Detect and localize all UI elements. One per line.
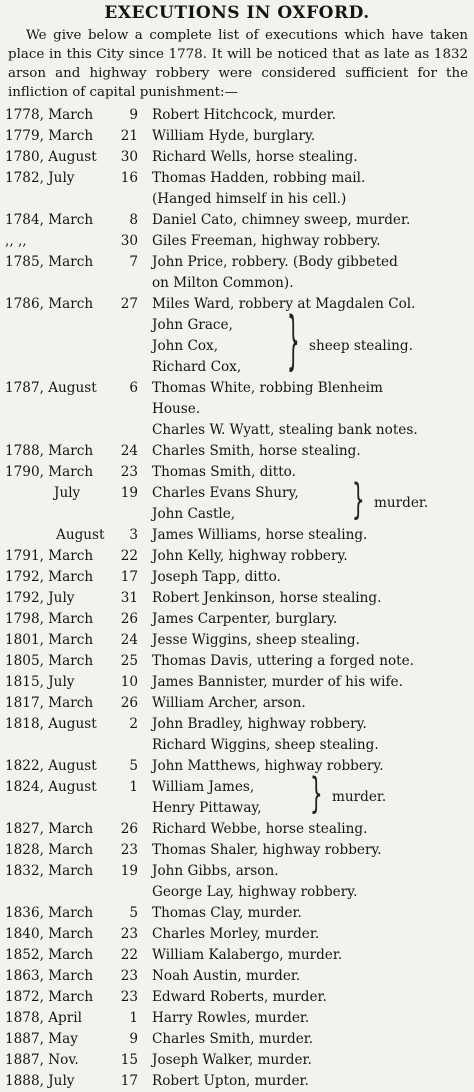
execution-date: 1786, March [5, 296, 94, 312]
execution-day: 5 [129, 905, 138, 921]
execution-entry: George Lay, highway robbery. [152, 884, 358, 900]
list-item [0, 1050, 474, 1071]
execution-entry: James Williams, horse stealing. [152, 527, 368, 543]
list-item [0, 840, 474, 861]
execution-entry: Thomas Hadden, robbing mail. [152, 170, 366, 186]
execution-date: 1822, August [5, 758, 97, 774]
execution-day: 23 [120, 464, 138, 480]
execution-date: 1878, April [5, 1010, 82, 1026]
execution-entry: Charles Morley, murder. [152, 926, 320, 942]
execution-entry: William James, [152, 779, 255, 795]
execution-day: 2 [129, 716, 138, 732]
execution-day: 17 [120, 569, 138, 585]
execution-day: 23 [120, 989, 138, 1005]
execution-entry: Robert Upton, murder. [152, 1073, 309, 1089]
execution-day: 19 [120, 863, 138, 879]
execution-date: 1805, March [5, 653, 94, 669]
group-brace: } [310, 771, 323, 819]
execution-entry: Joseph Tapp, ditto. [152, 569, 281, 585]
group-brace: } [352, 477, 365, 525]
execution-date: 1785, March [5, 254, 94, 270]
execution-date: 1801, March [5, 632, 94, 648]
execution-date: 1836, March [5, 905, 94, 921]
list-item [0, 861, 474, 882]
execution-date: 1778, March [5, 107, 94, 123]
article-intro: We give below a complete list of executions which have taken place in this City since 1778. It will be noticed that as late as 1832 arson and highway robbery were considered sufficient for the infliction of capital punishment:— [8, 28, 468, 100]
execution-day: 30 [120, 233, 138, 249]
execution-date: 1852, March [5, 947, 94, 963]
execution-entry: Edward Roberts, murder. [152, 989, 327, 1005]
execution-date: 1787, August [5, 380, 97, 396]
execution-entry: Thomas Smith, ditto. [152, 464, 296, 480]
execution-day: 25 [120, 653, 138, 669]
group-crime-label: sheep stealing. [309, 337, 413, 354]
execution-entry: Thomas White, robbing Blenheim [152, 380, 383, 396]
execution-date: 1782, July [5, 170, 75, 186]
execution-entry: James Carpenter, burglary. [152, 611, 338, 627]
execution-day: 24 [120, 632, 138, 648]
list-item [0, 609, 474, 630]
execution-entry: Henry Pittaway, [152, 800, 262, 816]
list-item [0, 924, 474, 945]
list-item [0, 1008, 474, 1029]
execution-date: 1791, March [5, 548, 94, 564]
list-item [0, 1029, 474, 1050]
execution-entry: Thomas Davis, uttering a forged note. [152, 653, 414, 669]
list-item [0, 630, 474, 651]
list-item [0, 525, 474, 546]
execution-entry: James Bannister, murder of his wife. [152, 674, 403, 690]
execution-day: 1 [129, 1010, 138, 1026]
execution-day: 23 [120, 968, 138, 984]
list-item [0, 651, 474, 672]
execution-entry: William Archer, arson. [152, 695, 306, 711]
execution-entry: John Castle, [152, 506, 236, 522]
execution-entry: John Gibbs, arson. [152, 863, 279, 879]
execution-date: 1887, Nov. [5, 1052, 79, 1068]
list-item [0, 462, 474, 483]
execution-entry: Charles Smith, horse stealing. [152, 443, 361, 459]
execution-date: 1832, March [5, 863, 94, 879]
list-item [0, 756, 474, 777]
list-item [0, 105, 474, 126]
execution-entry: Giles Freeman, highway robbery. [152, 233, 381, 249]
execution-entry: Thomas Clay, murder. [152, 905, 302, 921]
execution-entry: Richard Cox, [152, 359, 242, 375]
execution-date: 1818, August [5, 716, 97, 732]
list-item [0, 252, 474, 273]
list-item [0, 693, 474, 714]
execution-date: 1872, March [5, 989, 94, 1005]
execution-date: 1792, March [5, 569, 94, 585]
execution-entry: John Cox, [152, 338, 219, 354]
execution-day: 17 [120, 1073, 138, 1089]
execution-day: 26 [120, 695, 138, 711]
execution-date: 1863, March [5, 968, 94, 984]
execution-day: 8 [129, 212, 138, 228]
list-item [0, 168, 474, 189]
execution-day: 6 [129, 380, 138, 396]
execution-day: 23 [120, 926, 138, 942]
list-item [0, 672, 474, 693]
execution-day: 5 [129, 758, 138, 774]
execution-day: 31 [120, 590, 138, 606]
list-item [0, 735, 474, 756]
execution-date: 1784, March [5, 212, 94, 228]
execution-date: 1815, July [5, 674, 75, 690]
execution-day: 23 [120, 842, 138, 858]
execution-date: 1817, March [5, 695, 94, 711]
execution-date: 1779, March [5, 128, 94, 144]
list-item [0, 882, 474, 903]
execution-entry: Robert Hitchcock, murder. [152, 107, 336, 123]
execution-day: 22 [120, 548, 138, 564]
list-item [0, 966, 474, 987]
execution-day: 26 [120, 611, 138, 627]
list-item [0, 798, 474, 819]
execution-date: August [56, 527, 105, 543]
article-title: EXECUTIONS IN OXFORD. [104, 3, 370, 23]
execution-date: 1798, March [5, 611, 94, 627]
execution-day: 30 [120, 149, 138, 165]
list-item [0, 987, 474, 1008]
execution-day: 24 [120, 443, 138, 459]
execution-entry: William Hyde, burglary. [152, 128, 316, 144]
list-item [0, 777, 474, 798]
execution-date: 1888, July [5, 1073, 75, 1089]
execution-date: 1827, March [5, 821, 94, 837]
execution-date: 1790, March [5, 464, 94, 480]
list-item [0, 231, 474, 252]
execution-entry: Charles W. Wyatt, stealing bank notes. [152, 422, 418, 438]
list-item [0, 378, 474, 399]
list-item [0, 945, 474, 966]
list-item [0, 294, 474, 315]
execution-entry: (Hanged himself in his cell.) [152, 191, 347, 207]
execution-entry: Charles Smith, murder. [152, 1031, 314, 1047]
execution-day: 1 [129, 779, 138, 795]
execution-day: 19 [120, 485, 138, 501]
list-item [0, 315, 474, 336]
list-item [0, 441, 474, 462]
list-item [0, 567, 474, 588]
list-item [0, 399, 474, 420]
execution-date: 1828, March [5, 842, 94, 858]
list-item [0, 903, 474, 924]
execution-day: 21 [120, 128, 138, 144]
list-item [0, 210, 474, 231]
list-item [0, 546, 474, 567]
execution-date: 1824, August [5, 779, 97, 795]
execution-entry: Richard Wells, horse stealing. [152, 149, 358, 165]
execution-entry: John Bradley, highway robbery. [152, 716, 367, 732]
execution-entry: Daniel Cato, chimney sweep, murder. [152, 212, 411, 228]
group-crime-label: murder. [332, 789, 387, 805]
execution-day: 9 [129, 107, 138, 123]
execution-day: 7 [129, 254, 138, 270]
execution-entry: Thomas Shaler, highway robbery. [152, 842, 382, 858]
list-item [0, 189, 474, 210]
execution-entry: John Price, robbery. (Body gibbeted [152, 254, 398, 270]
execution-day: 27 [120, 296, 138, 312]
execution-entry: Jesse Wiggins, sheep stealing. [152, 632, 360, 648]
execution-entry: John Matthews, highway robbery. [152, 758, 384, 774]
execution-date: July [54, 485, 81, 501]
execution-date: 1792, July [5, 590, 75, 606]
execution-date: 1840, March [5, 926, 94, 942]
execution-entry: on Milton Common). [152, 275, 294, 291]
group-brace: } [287, 307, 300, 379]
list-item [0, 420, 474, 441]
execution-entry: Noah Austin, murder. [152, 968, 301, 984]
list-item [0, 147, 474, 168]
execution-day: 3 [129, 527, 138, 543]
list-item [0, 273, 474, 294]
group-crime-label: murder. [374, 495, 429, 511]
execution-entry: Miles Ward, robbery at Magdalen Col. [152, 296, 416, 312]
execution-entry: Joseph Walker, murder. [152, 1052, 312, 1068]
execution-date: 1780, August [5, 149, 97, 165]
execution-day: 26 [120, 821, 138, 837]
execution-entry: Richard Wiggins, sheep stealing. [152, 737, 379, 753]
execution-day: 15 [120, 1052, 138, 1068]
execution-day: 10 [120, 674, 138, 690]
execution-day: 22 [120, 947, 138, 963]
list-item [0, 1071, 474, 1092]
execution-entry: Charles Evans Shury, [152, 485, 299, 501]
execution-entry: John Grace, [152, 317, 233, 333]
execution-day: 9 [129, 1031, 138, 1047]
execution-entry: Richard Webbe, horse stealing. [152, 821, 368, 837]
execution-entry: Harry Rowles, murder. [152, 1010, 310, 1026]
execution-date: 1887, May [5, 1031, 78, 1047]
list-item [0, 357, 474, 378]
execution-date: ,, ,, [5, 233, 27, 249]
execution-entry: House. [152, 401, 201, 417]
list-item [0, 714, 474, 735]
list-item [0, 819, 474, 840]
list-item [0, 126, 474, 147]
execution-day: 16 [120, 170, 138, 186]
list-item [0, 588, 474, 609]
execution-entry: John Kelly, highway robbery. [152, 548, 348, 564]
execution-date: 1788, March [5, 443, 94, 459]
execution-entry: William Kalabergo, murder. [152, 947, 343, 963]
execution-entry: Robert Jenkinson, horse stealing. [152, 590, 382, 606]
